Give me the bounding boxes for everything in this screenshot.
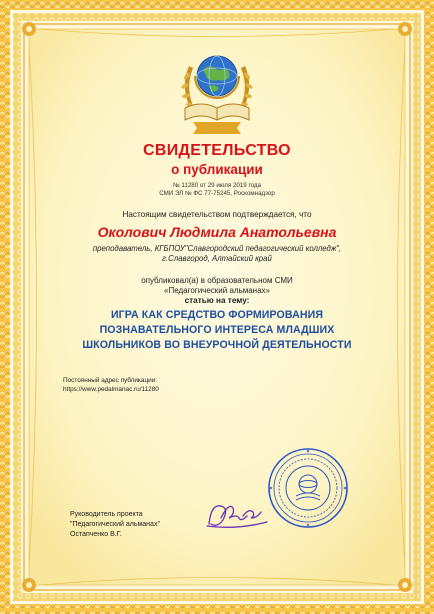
media-registration: СМИ ЭЛ № ФС 77-75245, Роскомнадзор: [159, 190, 275, 197]
intro-text: Настоящим свидетельством подтверждается, что: [122, 210, 312, 219]
registration-number: № 11280 от 29 июля 2019 года: [173, 182, 261, 189]
media-name: «Педагогический альманах»: [164, 286, 270, 295]
signer-project: "Педагогический альманах": [70, 521, 160, 528]
person-position: преподаватель, КГБПОУ"Славгородский педагогический колледж",: [92, 244, 342, 253]
address-label: Постоянный адрес публикации:: [63, 377, 158, 384]
signer-role: Руководитель проекта: [70, 511, 143, 518]
signature-icon: [205, 496, 271, 532]
article-topic-line: ШКОЛЬНИКОВ ВО ВНЕУРОЧНОЙ ДЕЯТЕЛЬНОСТИ: [82, 339, 352, 351]
article-topic-line: ИГРА КАК СРЕДСТВО ФОРМИРОВАНИЯ: [110, 309, 324, 321]
certificate-subtitle: о публикации: [171, 162, 263, 177]
signer-name: Остапченко В.Г.: [70, 531, 122, 538]
address-url[interactable]: https://www.pedalmanac.ru/11280: [63, 386, 159, 393]
seal-stamp-icon: [266, 446, 350, 530]
person-name: Околович Людмила Анатольевна: [97, 224, 337, 240]
certificate-title: СВИДЕТЕЛЬСТВО: [143, 142, 291, 159]
person-location: г.Славгород, Алтайский край: [162, 254, 272, 263]
published-text: опубликовал(а) в образовательном СМИ: [141, 276, 293, 285]
article-topic-line: ПОЗНАВАТЕЛЬНОГО ИНТЕРЕСА МЛАДШИХ: [99, 324, 335, 336]
topic-label: статью на тему:: [184, 296, 250, 305]
